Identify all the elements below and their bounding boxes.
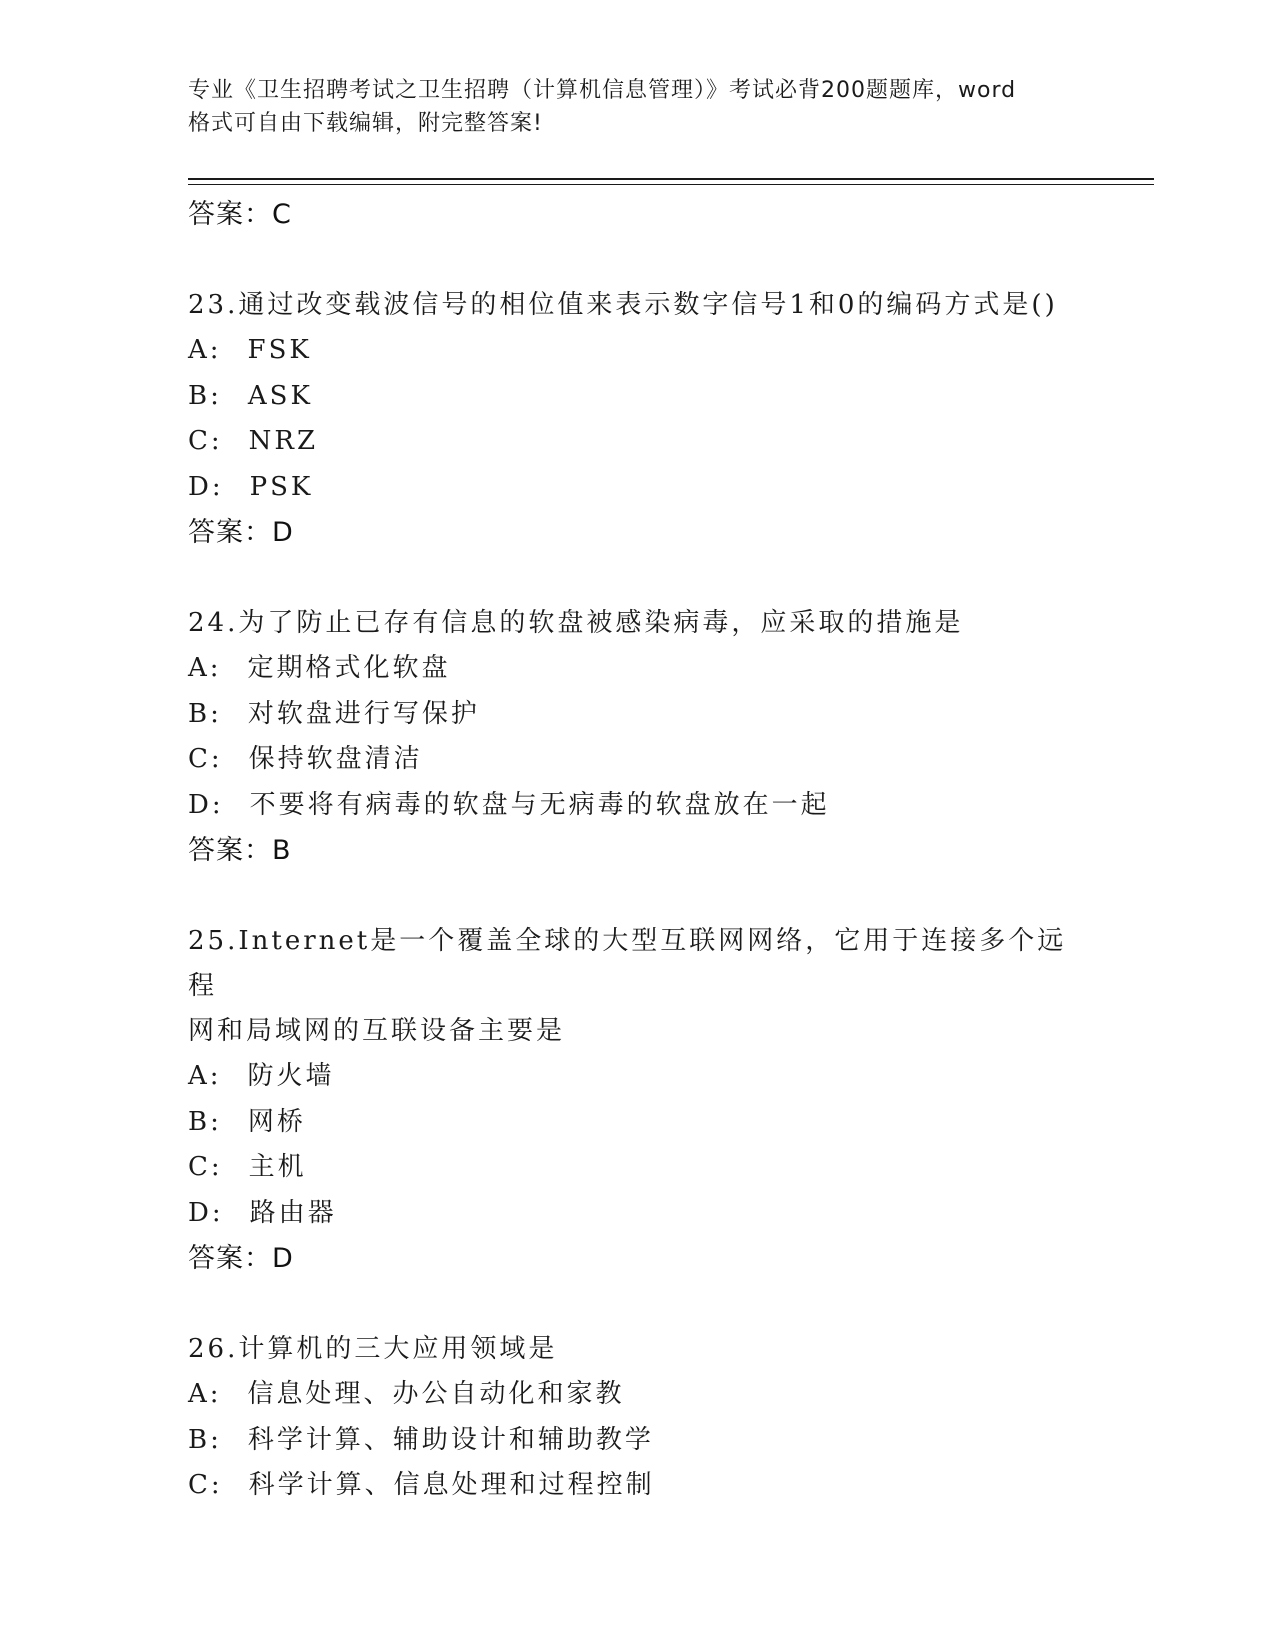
option-letter: D:	[188, 1197, 224, 1228]
option-letter: D:	[188, 471, 224, 502]
question-stem: 26.计算机的三大应用领域是	[188, 1334, 558, 1364]
answer-line: 答案：D	[188, 517, 294, 548]
option-text: PSK	[249, 471, 314, 502]
option-text: ASK	[247, 380, 313, 411]
question-stem-line-2: 网和局域网的互联设备主要是	[188, 1016, 566, 1046]
option-letter: B:	[188, 1424, 222, 1455]
question-item	[188, 919, 1088, 1282]
header-rule-thin	[188, 184, 1154, 185]
option-letter: C:	[188, 426, 223, 456]
question-stem: 23.通过改变载波信号的相位值来表示数字信号1和0的编码方式是()	[188, 290, 1058, 320]
option-a	[188, 1372, 1088, 1418]
option-c	[188, 1145, 1088, 1191]
option-c	[188, 1463, 1088, 1509]
option-letter: B:	[188, 1106, 222, 1137]
header-line-2: 格式可自由下载编辑，附完整答案!	[188, 111, 543, 136]
option-text: 网桥	[247, 1106, 306, 1137]
option-a	[188, 1054, 1088, 1100]
question-item	[188, 1327, 1088, 1509]
header-line-1: 专业《卫生招聘考试之卫生招聘（计算机信息管理）》考试必背200题题库，word	[188, 78, 1017, 103]
header-rule-thick	[188, 178, 1154, 180]
answer-line: 答案：C	[188, 199, 292, 230]
option-letter: A:	[188, 1061, 222, 1091]
option-letter: A:	[188, 335, 222, 365]
option-letter: A:	[188, 1379, 222, 1409]
option-c	[188, 419, 1088, 465]
option-b	[188, 1100, 1088, 1146]
option-letter: C:	[188, 1152, 223, 1182]
option-text: 防火墙	[247, 1061, 335, 1091]
option-b	[188, 692, 1088, 738]
answer-line: 答案：D	[188, 1243, 294, 1274]
option-c	[188, 737, 1088, 783]
option-a	[188, 646, 1088, 692]
option-letter: A:	[188, 653, 222, 683]
option-d	[188, 465, 1088, 511]
option-text: 科学计算、信息处理和过程控制	[248, 1470, 655, 1500]
spacer	[188, 556, 1088, 601]
option-text: 对软盘进行写保护	[247, 698, 480, 729]
option-text: NRZ	[248, 426, 319, 456]
option-b	[188, 374, 1088, 420]
document-header	[188, 74, 1088, 140]
option-letter: B:	[188, 380, 222, 411]
option-text: 不要将有病毒的软盘与无病毒的软盘放在一起	[249, 789, 830, 820]
option-d	[188, 783, 1088, 829]
spacer	[188, 1282, 1088, 1327]
option-text: 信息处理、办公自动化和家教	[247, 1379, 625, 1409]
option-d	[188, 1191, 1088, 1237]
question-stem: 24.为了防止已存有信息的软盘被感染病毒，应采取的措施是	[188, 608, 964, 638]
option-letter: C:	[188, 744, 223, 774]
question-item	[188, 601, 1088, 874]
option-text: 路由器	[249, 1197, 337, 1228]
option-letter: B:	[188, 698, 222, 729]
question-stem	[188, 919, 1088, 1054]
question-item	[188, 283, 1088, 556]
option-text: 科学计算、辅助设计和辅助教学	[247, 1424, 654, 1455]
option-letter: C:	[188, 1470, 223, 1500]
question-list	[188, 192, 1088, 1509]
option-text: 保持软盘清洁	[248, 744, 423, 774]
option-letter: D:	[188, 789, 224, 820]
answer-line: 答案：B	[188, 835, 292, 866]
question-stem-line-1: 25.Internet是一个覆盖全球的大型互联网网络，它用于连接多个远程	[188, 926, 1067, 1001]
option-b	[188, 1418, 1088, 1464]
spacer	[188, 874, 1088, 919]
option-text: 主机	[248, 1152, 307, 1182]
option-a	[188, 328, 1088, 374]
spacer	[188, 238, 1088, 283]
option-text: FSK	[247, 335, 312, 365]
option-text: 定期格式化软盘	[247, 653, 451, 683]
